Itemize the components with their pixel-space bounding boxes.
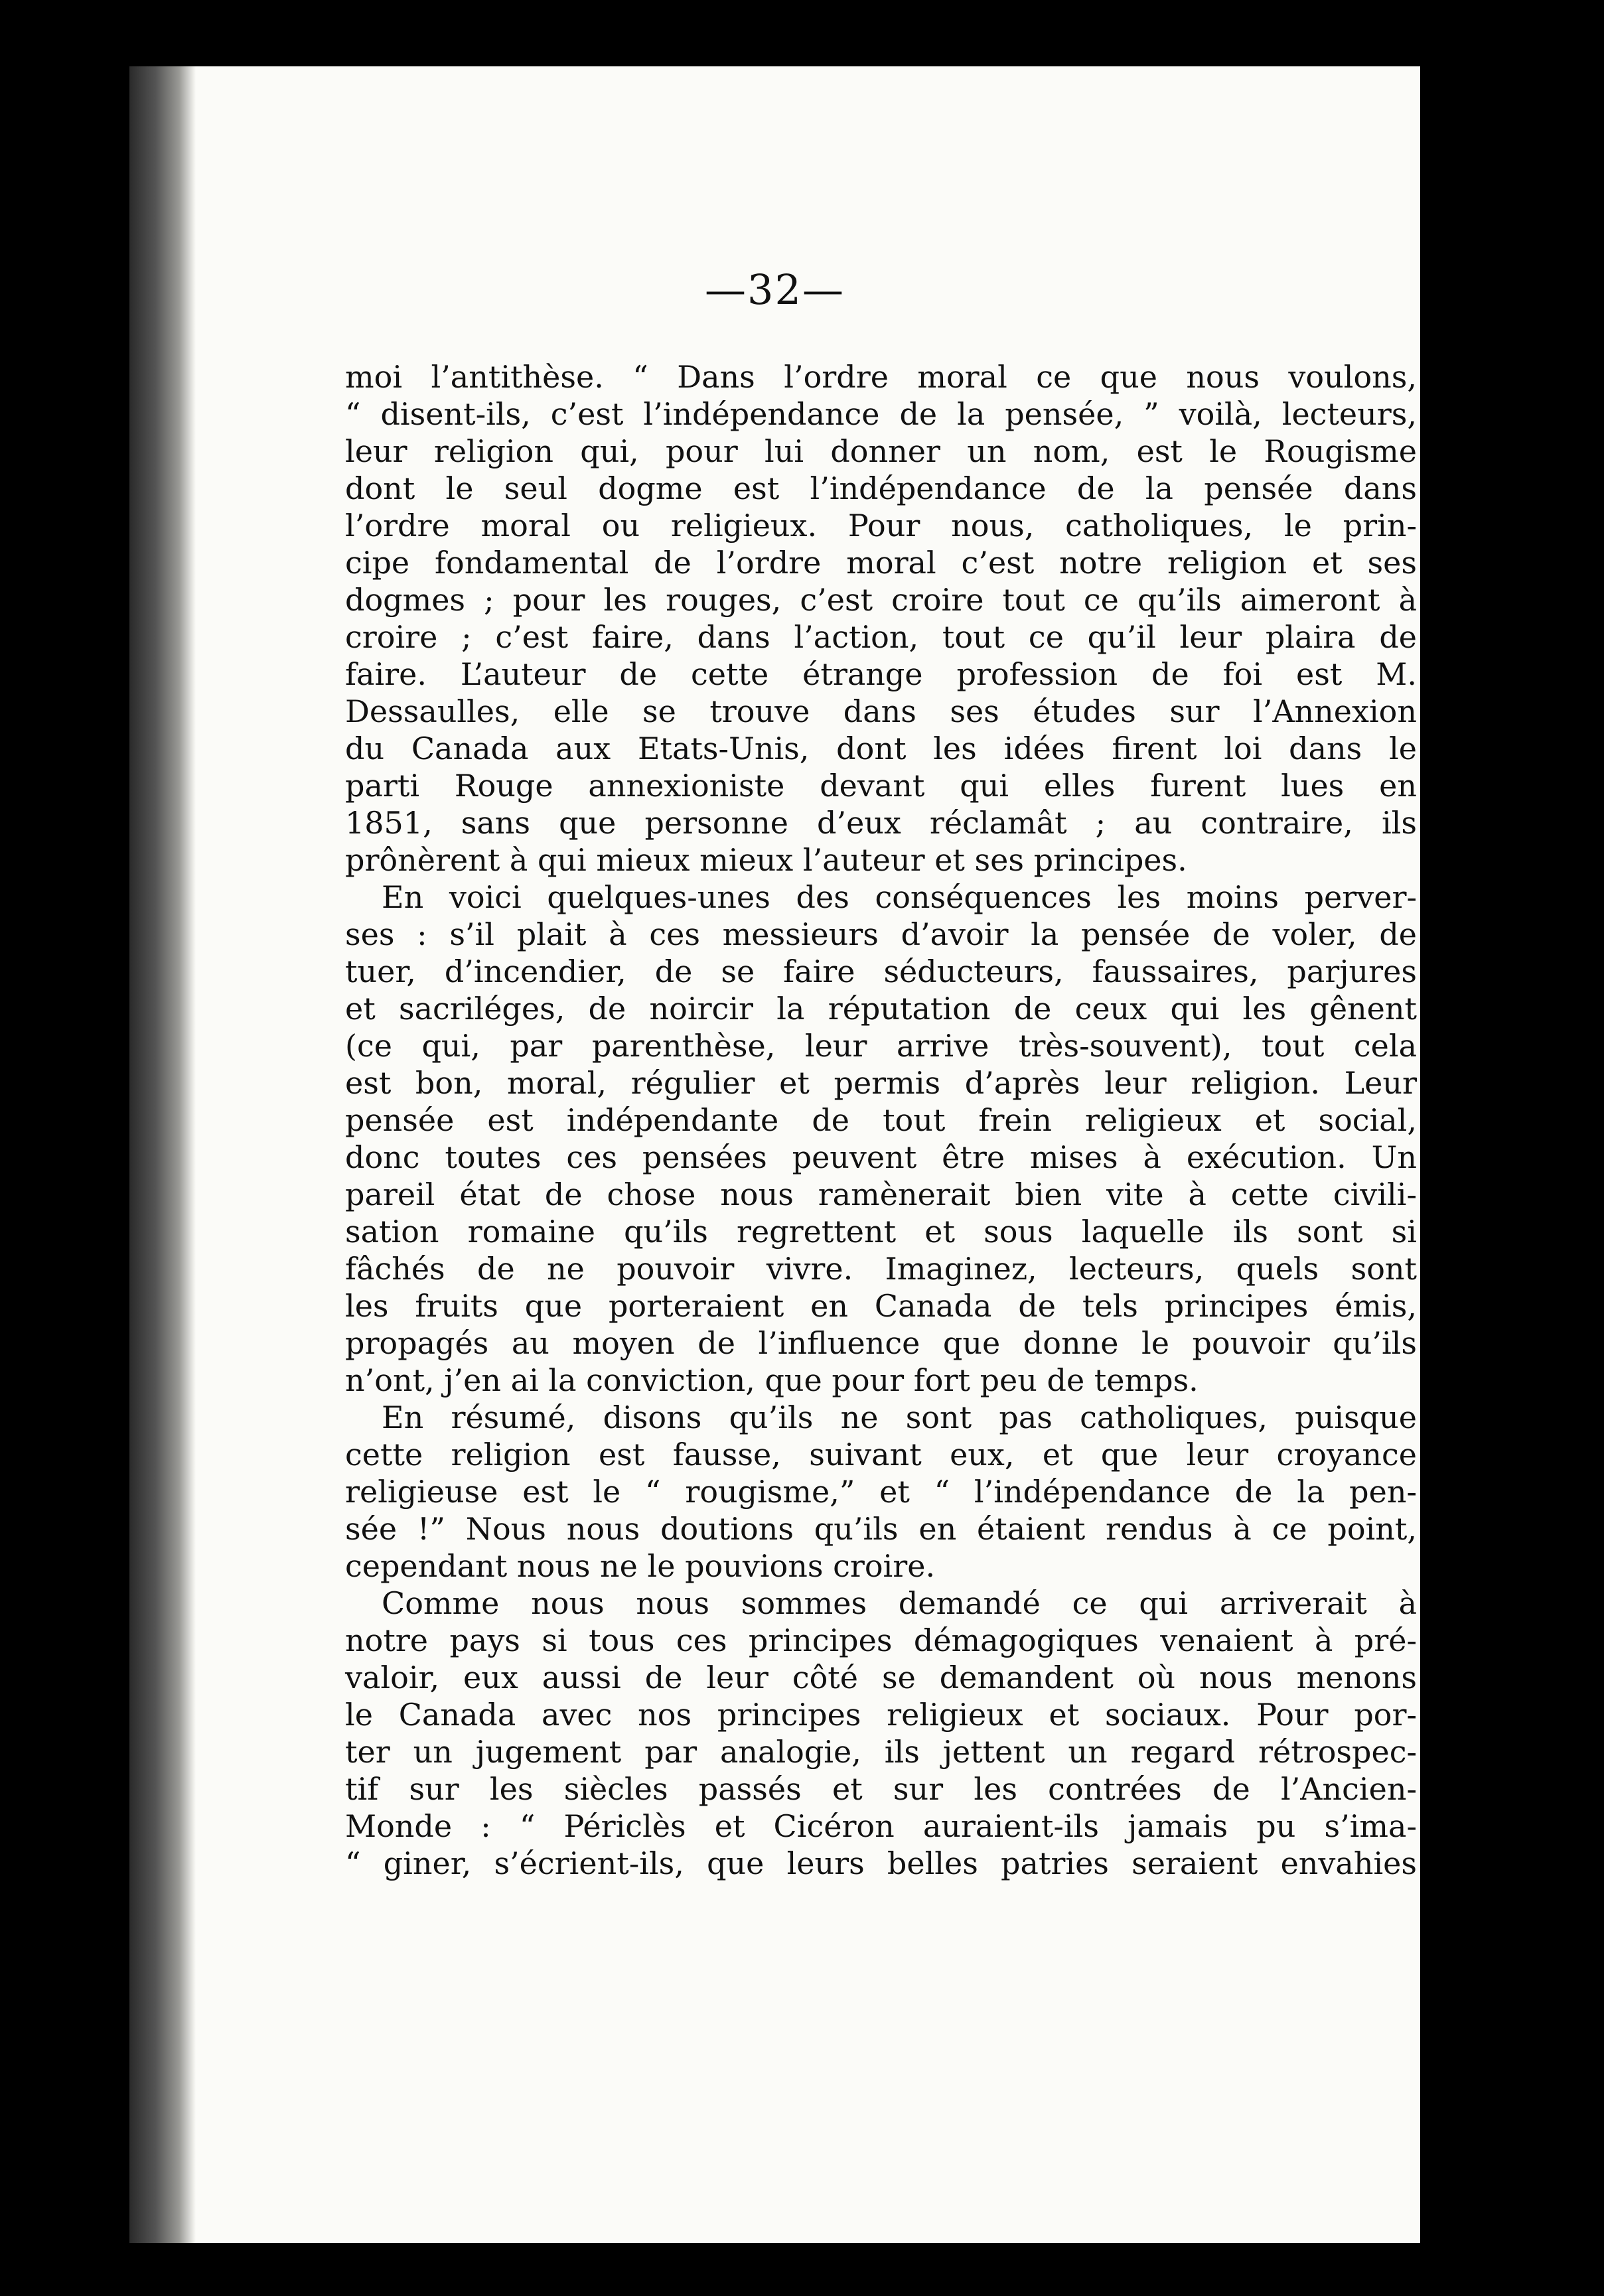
text-line: cette religion est fausse, suivant eux, et que leur croyance [345,1437,1417,1472]
text-line: Monde : “ Périclès et Cicéron auraient-ils jamais pu s’ima- [345,1808,1417,1844]
text-line: faire. L’auteur de cette étrange profession de foi est M. [345,656,1417,692]
text-line: cipe fondamental de l’ordre moral c’est notre religion et ses [345,545,1417,581]
text-line: valoir, eux aussi de leur côté se demandent où nous menons [345,1660,1417,1695]
text-line: “ disent-ils, c’est l’indépendance de la pensée, ” voilà, lecteurs, [345,396,1417,432]
text-line: le Canada avec nos principes religieux et sociaux. Pour por- [345,1697,1417,1733]
text-line: 1851, sans que personne d’eux réclamât ; au contraire, ils [345,805,1417,841]
text-line: n’ont, j’en ai la conviction, que pour fort peu de temps. [345,1362,1199,1398]
scanned-page [129,66,1420,2243]
text-line: prônèrent à qui mieux mieux l’auteur et ses principes. [345,842,1187,878]
text-line: Dessaulles, elle se trouve dans ses études sur l’Annexion [345,693,1417,729]
text-line: donc toutes ces pensées peuvent être mises à exécution. Un [345,1139,1417,1175]
text-line: et sacriléges, de noircir la réputation de ceux qui les gênent [345,991,1417,1027]
text-line: du Canada aux Etats-Unis, dont les idées firent loi dans le [345,731,1417,766]
text-line: leur religion qui, pour lui donner un nom, est le Rougisme [345,433,1417,469]
text-line: En résumé, disons qu’ils ne sont pas catholiques, puisque [382,1399,1417,1435]
text-line: ter un jugement par analogie, ils jettent un regard rétrospec- [345,1734,1417,1770]
text-line: l’ordre moral ou religieux. Pour nous, catholiques, le prin- [345,508,1417,543]
text-line: tif sur les siècles passés et sur les contrées de l’Ancien- [345,1771,1417,1807]
text-line: croire ; c’est faire, dans l’action, tout ce qu’il leur plaira de [345,619,1417,655]
text-line: pareil état de chose nous ramènerait bien vite à cette civili- [345,1177,1417,1212]
text-line: Comme nous nous sommes demandé ce qui arriverait à [382,1585,1417,1621]
text-line: “ giner, s’écrient-ils, que leurs belles patries seraient envahies [345,1845,1417,1881]
text-line: tuer, d’incendier, de se faire séducteurs, faussaires, parjures [345,954,1417,989]
text-line: (ce qui, par parenthèse, leur arrive très-souvent), tout cela [345,1028,1417,1064]
body-text [345,358,1417,1882]
text-line: ses : s’il plait à ces messieurs d’avoir la pensée de voler, de [345,916,1417,952]
text-line: moi l’antithèse. “ Dans l’ordre moral ce que nous voulons, [345,359,1417,395]
page-number: —32— [705,265,845,314]
text-line: notre pays si tous ces principes démagogiques venaient à pré- [345,1622,1417,1658]
text-line: dont le seul dogme est l’indépendance de la pensée dans [345,470,1417,506]
text-line: parti Rouge annexioniste devant qui elles furent lues en [345,768,1417,804]
text-line: En voici quelques-unes des conséquences les moins perver- [382,879,1417,915]
text-line: dogmes ; pour les rouges, c’est croire tout ce qu’ils aimeront à [345,582,1417,618]
text-line: pensée est indépendante de tout frein religieux et social, [345,1102,1417,1138]
text-line: les fruits que porteraient en Canada de tels principes émis, [345,1288,1417,1324]
text-line: est bon, moral, régulier et permis d’après leur religion. Leur [345,1065,1417,1101]
text-line: propagés au moyen de l’influence que donne le pouvoir qu’ils [345,1325,1417,1361]
text-line: sée !” Nous nous doutions qu’ils en étaient rendus à ce point, [345,1511,1417,1547]
text-line: fâchés de ne pouvoir vivre. Imaginez, lecteurs, quels sont [345,1251,1417,1287]
text-line: sation romaine qu’ils regrettent et sous laquelle ils sont si [345,1214,1417,1250]
text-line: cependant nous ne le pouvions croire. [345,1548,936,1584]
binding-edge [129,66,196,2243]
text-line: religieuse est le “ rougisme,” et “ l’indépendance de la pen- [345,1474,1417,1510]
